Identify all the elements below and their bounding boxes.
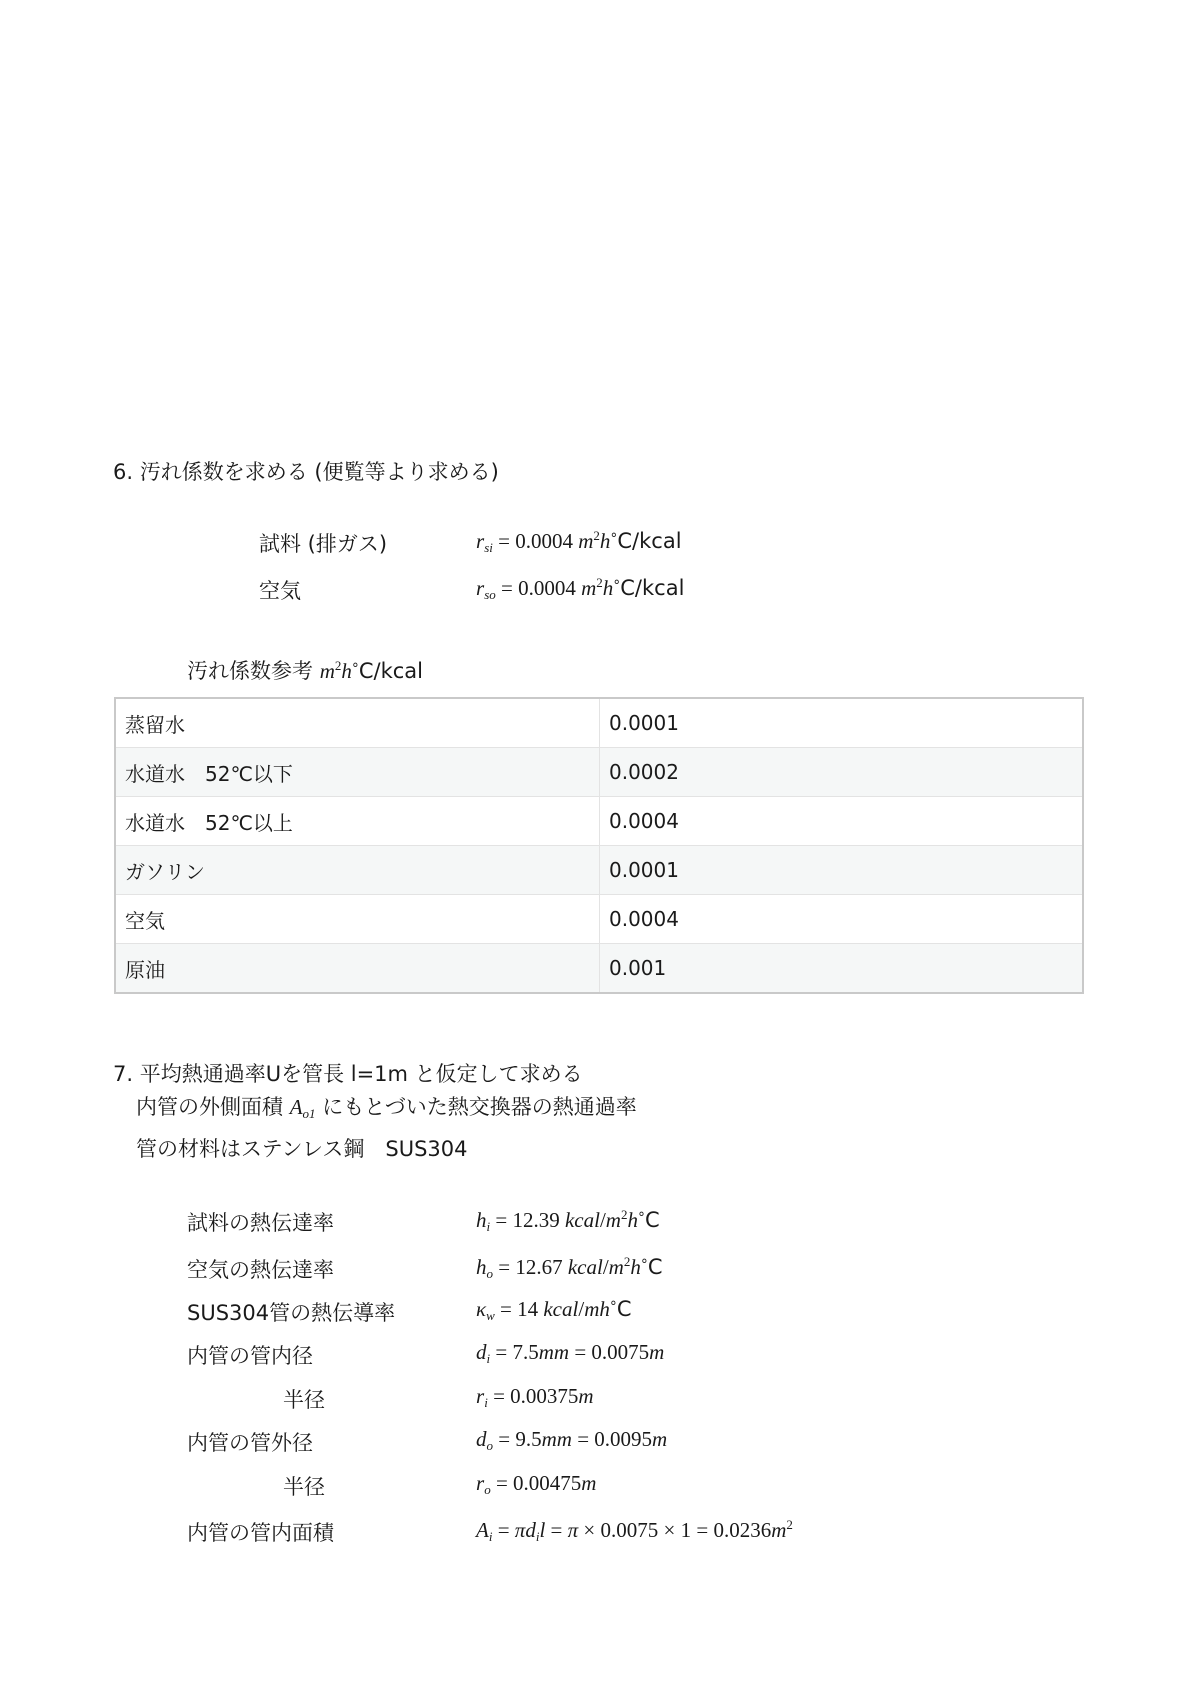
table-cell-value: 0.0004 xyxy=(600,895,1084,944)
param-label: SUS304管の熱伝導率 xyxy=(187,1301,396,1325)
fouling-formula-sample: $r_{si} = 0.0004$ $m^2h˚C$/kcal xyxy=(476,528,682,555)
param-expr-di: $d_i = 7.5mm = 0.0075m$ xyxy=(476,1340,665,1366)
table-cell-name: 水道水 52℃以下 xyxy=(115,748,600,797)
section-7-line-3: 管の材料はステンレス鋼 SUS304 xyxy=(136,1137,468,1161)
param-label: 内管の管内面積 xyxy=(187,1521,334,1545)
fouling-formula-air: $r_{so} = 0.0004$ $m^2h˚C$/kcal xyxy=(476,575,685,602)
line-2-post: にもとづいた熱交換器の熱通過率 xyxy=(322,1095,637,1119)
table-cell-name: ガソリン xyxy=(115,846,600,895)
table-cell-value: 0.001 xyxy=(600,944,1084,994)
param-expr-ho: $h_o = 12.67$ kcal/$m^2h˚C$ xyxy=(476,1254,663,1281)
table-cell-name: 蒸留水 xyxy=(115,698,600,748)
param-expr-kw: $\kappa_w = 14$ kcal/mh˚C xyxy=(476,1297,632,1323)
line-2-pre: 内管の外側面積 xyxy=(136,1095,283,1119)
param-expr-do: $d_o = 9.5mm = 0.0095m$ xyxy=(476,1427,668,1453)
table-cell-value: 0.0002 xyxy=(600,748,1084,797)
fouling-label-air: 空気 xyxy=(259,579,301,603)
table-cell-name: 空気 xyxy=(115,895,600,944)
table-row xyxy=(115,846,1083,895)
table-cell-value: 0.0001 xyxy=(600,846,1084,895)
section-7-line-2: 内管の外側面積 $A_{o1}$ にもとづいた熱交換器の熱通過率 xyxy=(136,1095,637,1121)
param-expr-hi: $h_i = 12.39$ kcal/$m^2h˚C$ xyxy=(476,1207,660,1234)
subscript: si xyxy=(484,540,493,555)
subscript: so xyxy=(484,587,496,602)
param-label: 試料の熱伝達率 xyxy=(187,1211,334,1235)
section-6-heading: 6. 汚れ係数を求める (便覧等より求める) xyxy=(113,460,499,484)
table-row xyxy=(115,797,1083,846)
table-row xyxy=(115,748,1083,797)
reference-title: 汚れ係数参考 $m^2h˚C$/kcal xyxy=(187,658,424,683)
table-cell-name: 水道水 52℃以上 xyxy=(115,797,600,846)
param-label: 半径 xyxy=(283,1388,325,1412)
table-row xyxy=(115,944,1083,994)
param-expr-ri: $r_i = 0.00375m$ xyxy=(476,1384,594,1410)
table-cell-name: 原油 xyxy=(115,944,600,994)
table-row xyxy=(115,698,1083,748)
fouling-label-sample: 試料 (排ガス) xyxy=(259,532,388,556)
table-cell-value: 0.0004 xyxy=(600,797,1084,846)
param-expr-ro: $r_o = 0.00475m$ xyxy=(476,1471,597,1497)
table-cell-value: 0.0001 xyxy=(600,698,1084,748)
reference-unit: C/kcal xyxy=(358,659,424,683)
unit: C/kcal xyxy=(620,576,685,600)
param-label: 半径 xyxy=(283,1475,325,1499)
fouling-reference-table xyxy=(114,697,1084,994)
fouling-value: 0.0004 xyxy=(515,529,573,553)
section-7-heading: 7. 平均熱通過率Uを管長 l=1m と仮定して求める xyxy=(113,1062,583,1086)
fouling-value: 0.0004 xyxy=(518,576,576,600)
param-label: 空気の熱伝達率 xyxy=(187,1258,334,1282)
param-label: 内管の管内径 xyxy=(187,1344,313,1368)
param-label: 内管の管外径 xyxy=(187,1431,313,1455)
reference-title-text: 汚れ係数参考 xyxy=(187,659,313,683)
table-row xyxy=(115,895,1083,944)
unit: C/kcal xyxy=(617,529,682,553)
param-expr-ai: $A_i = \pi d_il = \pi \times 0.0075 \times 1 = 0.0236m^2$ xyxy=(476,1517,793,1544)
